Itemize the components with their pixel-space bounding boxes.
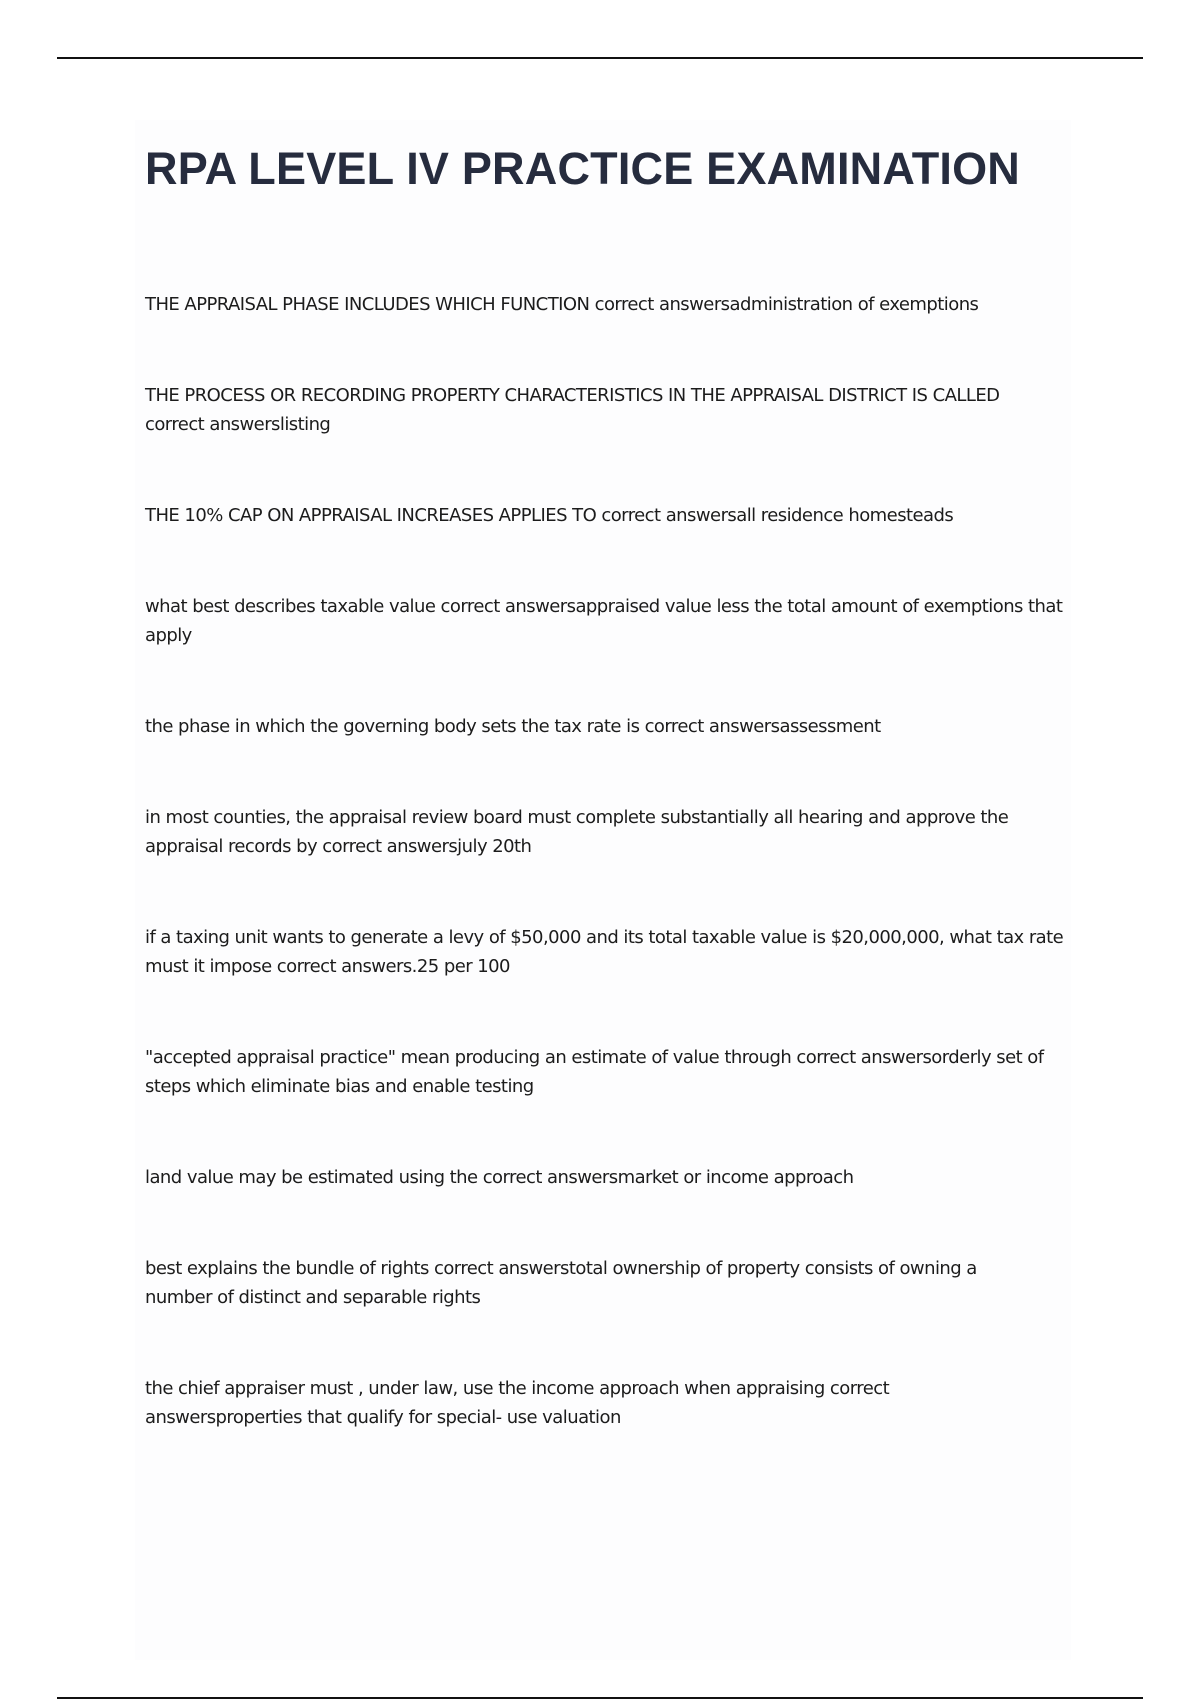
qa-text: land value may be estimated using the correct answersmarket or income approach: [145, 1167, 854, 1188]
qa-item: [145, 501, 1075, 530]
qa-text: what best describes taxable value correct answersappraised value less the total amount of exemptions that apply: [145, 596, 1063, 646]
page-title: RPA LEVEL IV PRACTICE EXAMINATION: [145, 143, 1021, 194]
qa-text: the phase in which the governing body sets the tax rate is correct answersassessment: [145, 716, 881, 737]
qa-list: [145, 290, 1075, 1432]
qa-text: in most counties, the appraisal review board must complete substantially all hearing and approve the appraisal records by correct answersjuly 20th: [145, 807, 1009, 857]
qa-text: THE APPRAISAL PHASE INCLUDES WHICH FUNCTION correct answersadministration of exemptions: [145, 294, 979, 315]
qa-item: [145, 712, 1075, 741]
qa-text: best explains the bundle of rights correct answerstotal ownership of property consists of owning a number of distinct and separable rights: [145, 1258, 977, 1308]
qa-item: [145, 1163, 1075, 1192]
qa-item: [145, 803, 1080, 861]
qa-text: "accepted appraisal practice" mean producing an estimate of value through correct answersorderly set of steps which eliminate bias and enable testing: [145, 1047, 1044, 1097]
top-divider: [57, 57, 1143, 59]
qa-item: [145, 290, 1075, 319]
qa-item: [145, 1043, 1080, 1101]
qa-item: [145, 1254, 1045, 1312]
qa-item: [145, 1374, 985, 1432]
qa-text: if a taxing unit wants to generate a levy of $50,000 and its total taxable value is $20,000,000, what tax rate must it impose correct answers.25 per 100: [145, 927, 1064, 977]
bottom-divider: [57, 1697, 1143, 1699]
qa-text: the chief appraiser must , under law, use the income approach when appraising correct answersproperties that qualify for special- use valuation: [145, 1378, 890, 1428]
qa-text: THE PROCESS OR RECORDING PROPERTY CHARACTERISTICS IN THE APPRAISAL DISTRICT IS CALLED correct answerslisting: [145, 385, 1000, 435]
qa-item: [145, 381, 1045, 439]
qa-item: [145, 592, 1080, 650]
qa-item: [145, 923, 1080, 981]
qa-text: THE 10% CAP ON APPRAISAL INCREASES APPLIES TO correct answersall residence homesteads: [145, 505, 954, 526]
